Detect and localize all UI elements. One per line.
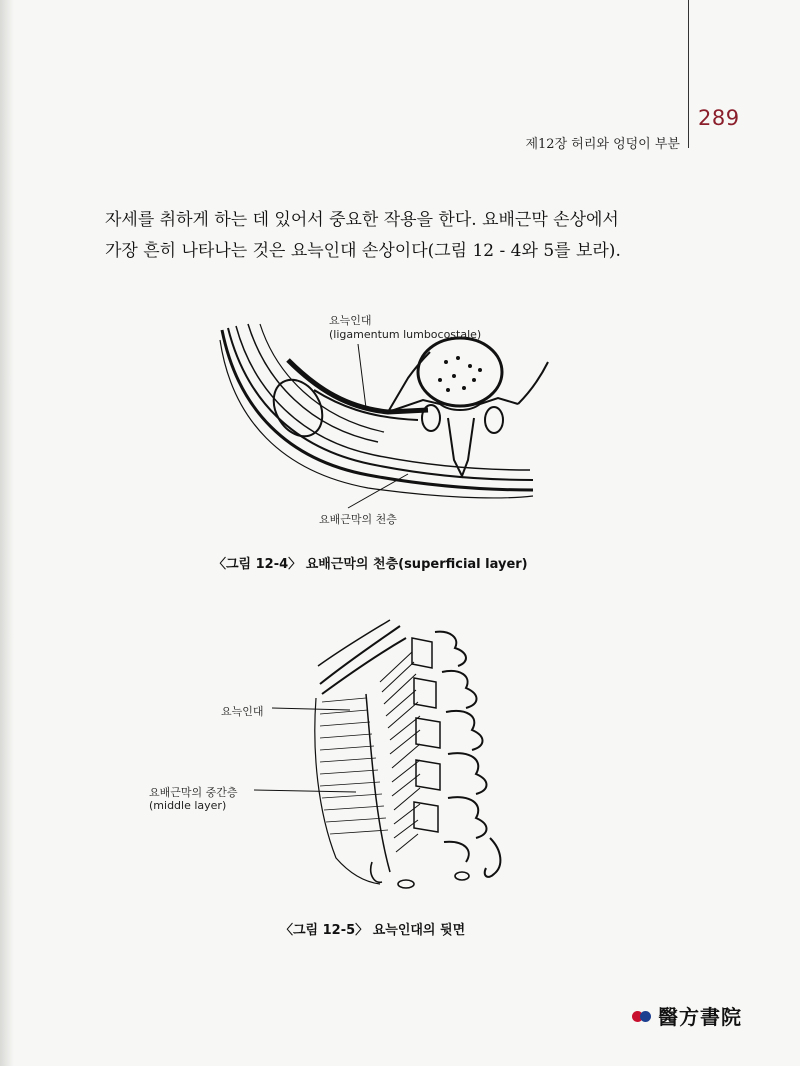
body-line-1: 자세를 취하게 하는 데 있어서 중요한 작용을 한다. 요배근막 손상에서 bbox=[105, 210, 619, 230]
body-line-2: 가장 흔히 나타나는 것은 요늑인대 손상이다(그림 12 - 4와 5를 보라). bbox=[105, 241, 621, 261]
page-number: 289 bbox=[698, 106, 740, 130]
publisher-name: 醫方書院 bbox=[658, 1005, 742, 1029]
figure2-caption: 〈그림 12-5〉 요늑인대의 뒷면 bbox=[280, 923, 466, 938]
figure2-label-ligament: 요늑인대 bbox=[221, 705, 264, 718]
chapter-title: 제12장 허리와 엉덩이 부분 bbox=[525, 137, 680, 152]
figure-12-5-illustration bbox=[150, 612, 530, 902]
figure1-label-ligament: 요늑인대 bbox=[329, 314, 372, 327]
figure1-label-superficial-layer: 요배근막의 천층 bbox=[319, 513, 397, 526]
page-edge-shadow bbox=[0, 0, 14, 1066]
publisher-logo bbox=[632, 1001, 742, 1030]
figure1-caption: 〈그림 12-4〉 요배근막의 천층(superficial layer) bbox=[213, 557, 528, 572]
header-vertical-rule bbox=[688, 0, 689, 148]
body-paragraph bbox=[105, 205, 665, 267]
publisher-dots-icon bbox=[632, 1007, 658, 1025]
figure2-label-middle-layer-en: (middle layer) bbox=[149, 799, 227, 812]
figure2-label-middle-layer: 요배근막의 중간층 bbox=[149, 786, 238, 799]
figure1-label-ligament-latin: (ligamentum lumbocostale) bbox=[329, 328, 482, 341]
